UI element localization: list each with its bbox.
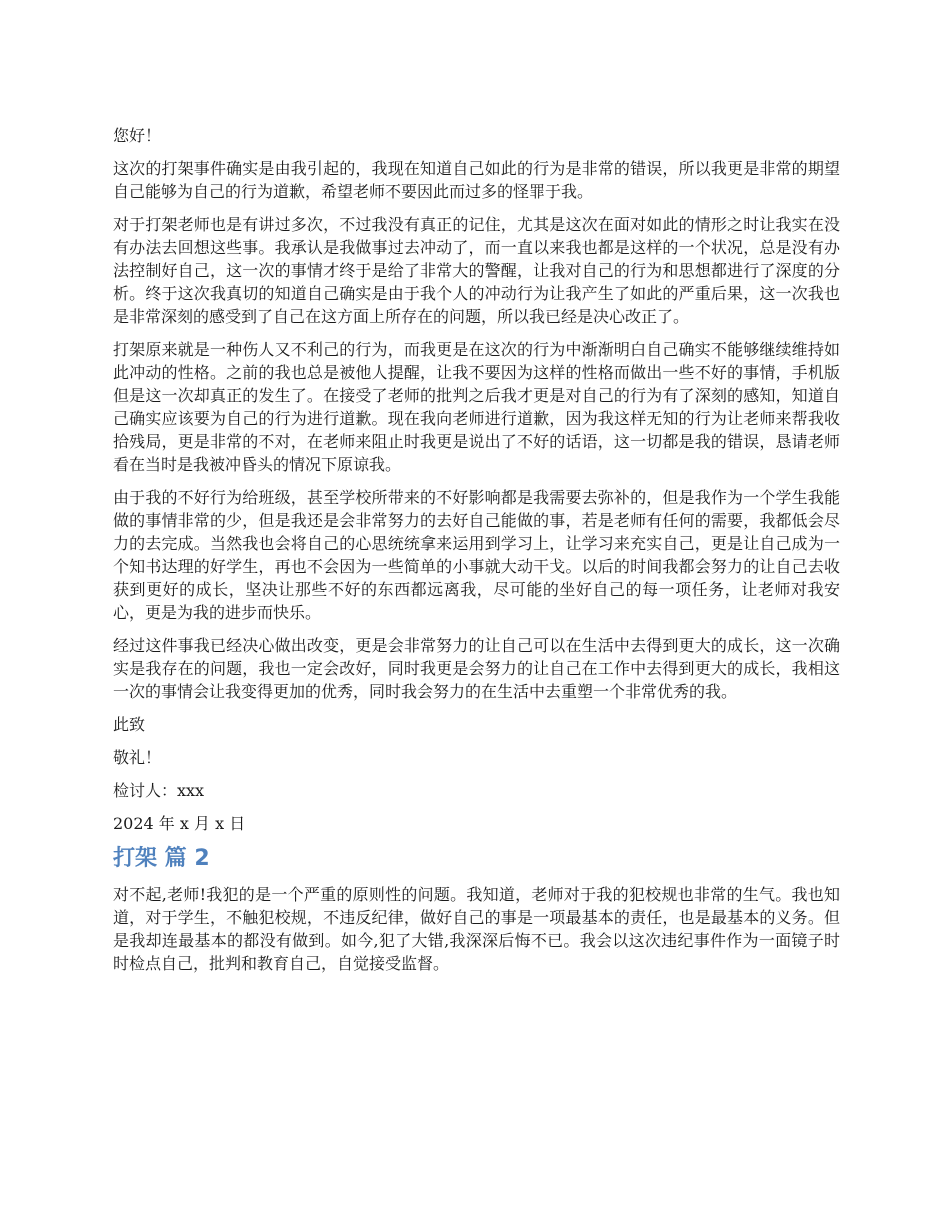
paragraph-4: 由于我的不好行为给班级，甚至学校所带来的不好影响都是我需要去弥补的，但是我作为一个学生我能做的事情非常的少，但是我还是会非常努力的去好自己能做的事，若是老师有任何的需要，我都低会尽力的去完成。当然我也会将自己的心思统统拿来运用到学习上，让学习来充实自己，更是让自己成为一个知书达理的好学生，再也不会因为一些简单的小事就大动干戈。以后的时间我都会努力的让自己去收获到更好的成长，坚决让那些不好的东西都远离我，尽可能的坐好自己的每一项任务，让老师对我安心，更是为我的进步而快乐。	[113, 488, 840, 622]
document-body	[113, 124, 840, 985]
greeting: 您好！	[113, 126, 162, 145]
closing-line-2: 敬礼！	[113, 748, 162, 767]
signer: 检讨人：xxx	[113, 781, 205, 800]
paragraph-2: 对于打架老师也是有讲过多次，不过我没有真正的记住，尤其是这次在面对如此的情形之时让我实在没有办法去回想这些事。我承认是我做事过去冲动了，而一直以来我也都是这样的一个状况，总是没有办法控制好自己，这一次的事情才终于是给了非常大的警醒，让我对自己的行为和思想都进行了深度的分析。终于这次我真切的知道自己确实是由于我个人的冲动行为让我产生了如此的严重后果，这一次我也是非常深刻的感受到了自己在这方面上所存在的问题，所以我已经是决心改正了。	[113, 215, 840, 326]
paragraph-3: 打架原来就是一种伤人又不利己的行为，而我更是在这次的行为中渐渐明白自己确实不能够继续维持如此冲动的性格。之前的我也总是被他人提醒，让我不要因为这样的性格而做出一些不好的事情，手机版但是这一次却真正的发生了。在接受了老师的批判之后我才更是对自己的行为有了深刻的感知，知道自己确实应该要为自己的行为进行道歉。现在我向老师进行道歉，因为我这样无知的行为让老师来帮我收拾残局，更是非常的不对，在老师来阻止时我更是说出了不好的话语，这一切都是我的错误，恳请老师看在当时是我被冲昏头的情况下原谅我。	[113, 340, 840, 474]
paragraph-5: 经过这件事我已经决心做出改变，更是会非常努力的让自己可以在生活中去得到更大的成长，这一次确实是我存在的问题，我也一定会改好，同时我更是会努力的让自己在工作中去得到更大的成长，我相这一次的事情会让我变得更加的优秀，同时我会努力的在生活中去重塑一个非常优秀的我。	[113, 636, 840, 701]
closing-line-1: 此致	[113, 715, 146, 734]
section-2-heading: 打架 篇 2	[113, 846, 210, 871]
date: 2024 年 x 月 x 日	[113, 814, 246, 833]
paragraph-1: 这次的打架事件确实是由我引起的，我现在知道自己如此的行为是非常的错误，所以我更是非常的期望自己能够为自己的行为道歉，希望老师不要因此而过多的怪罪于我。	[113, 159, 840, 201]
section-2-paragraph: 对不起,老师!我犯的是一个严重的原则性的问题。我知道，老师对于我的犯校规也非常的生气。我也知道，对于学生，不触犯校规，不违反纪律，做好自己的事是一项最基本的责任，也是最基本的义务。但是我却连最基本的都没有做到。如今,犯了大错,我深深后悔不已。我会以这次违纪事件作为一面镜子时时检点自己，批判和教育自己，自觉接受监督。	[113, 885, 840, 973]
